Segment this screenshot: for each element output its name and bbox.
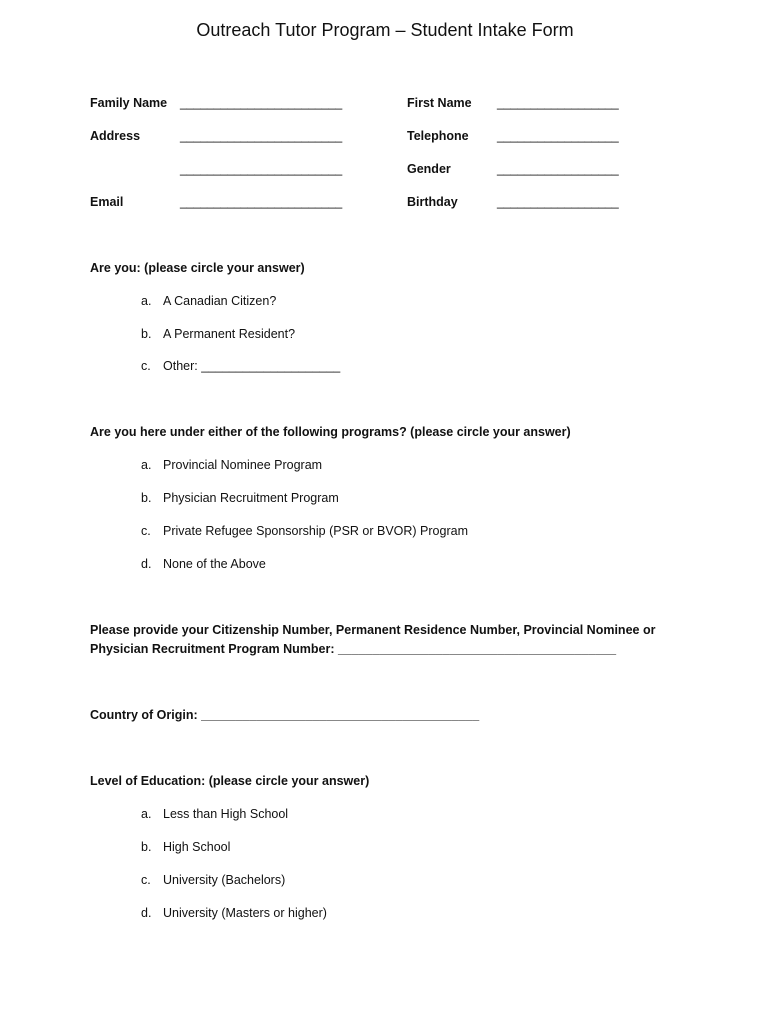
status-option-b[interactable]: A Permanent Resident?	[163, 327, 296, 341]
programs-option-b-letter: b.	[141, 491, 152, 505]
education-option-c-letter: c.	[141, 873, 151, 887]
programs-question: Are you here under either of the following programs? (please circle your answer)	[90, 425, 571, 439]
address-field-line2[interactable]: ________________________	[180, 162, 343, 176]
gender-label: Gender	[407, 162, 451, 176]
status-option-c-letter: c.	[141, 359, 151, 373]
family-name-label: Family Name	[90, 96, 168, 110]
program-number-field[interactable]: Physician Recruitment Program Number: ________________________________________	[90, 642, 617, 656]
address-field-line1[interactable]: ________________________	[180, 129, 343, 143]
status-option-a[interactable]: A Canadian Citizen?	[163, 294, 277, 308]
form-title: Outreach Tutor Program – Student Intake Form	[196, 20, 574, 40]
email-label: Email	[90, 195, 124, 209]
education-option-c[interactable]: University (Bachelors)	[163, 873, 286, 887]
first-name-label: First Name	[407, 96, 472, 110]
status-question: Are you: (please circle your answer)	[90, 261, 305, 275]
country-of-origin-field[interactable]: Country of Origin: ________________________________________	[90, 708, 480, 722]
status-option-a-letter: a.	[141, 294, 152, 308]
telephone-field[interactable]: __________________	[497, 129, 619, 143]
programs-option-c-letter: c.	[141, 524, 151, 538]
education-option-d[interactable]: University (Masters or higher)	[163, 906, 327, 920]
programs-option-b[interactable]: Physician Recruitment Program	[163, 491, 339, 505]
program-number-prompt-line1: Please provide your Citizenship Number, Permanent Residence Number, Provincial Nominee or	[90, 623, 656, 637]
programs-option-a[interactable]: Provincial Nominee Program	[163, 458, 323, 472]
education-option-a-letter: a.	[141, 807, 152, 821]
education-option-a[interactable]: Less than High School	[163, 807, 289, 821]
status-option-b-letter: b.	[141, 327, 152, 341]
education-question: Level of Education: (please circle your answer)	[90, 774, 370, 788]
programs-option-d-letter: d.	[141, 557, 152, 571]
telephone-label: Telephone	[407, 129, 469, 143]
birthday-field[interactable]: __________________	[497, 195, 619, 209]
education-option-b[interactable]: High School	[163, 840, 231, 854]
address-label: Address	[90, 129, 141, 143]
education-option-b-letter: b.	[141, 840, 152, 854]
email-field[interactable]: ________________________	[180, 195, 343, 209]
birthday-label: Birthday	[407, 195, 458, 209]
family-name-field[interactable]: ________________________	[180, 96, 343, 110]
gender-field[interactable]: __________________	[497, 162, 619, 176]
education-option-d-letter: d.	[141, 906, 152, 920]
programs-option-c[interactable]: Private Refugee Sponsorship (PSR or BVOR) Program	[163, 524, 468, 538]
programs-option-a-letter: a.	[141, 458, 152, 472]
first-name-field[interactable]: __________________	[497, 96, 619, 110]
programs-option-d[interactable]: None of the Above	[163, 557, 266, 571]
status-option-c[interactable]: Other: ____________________	[163, 359, 341, 373]
